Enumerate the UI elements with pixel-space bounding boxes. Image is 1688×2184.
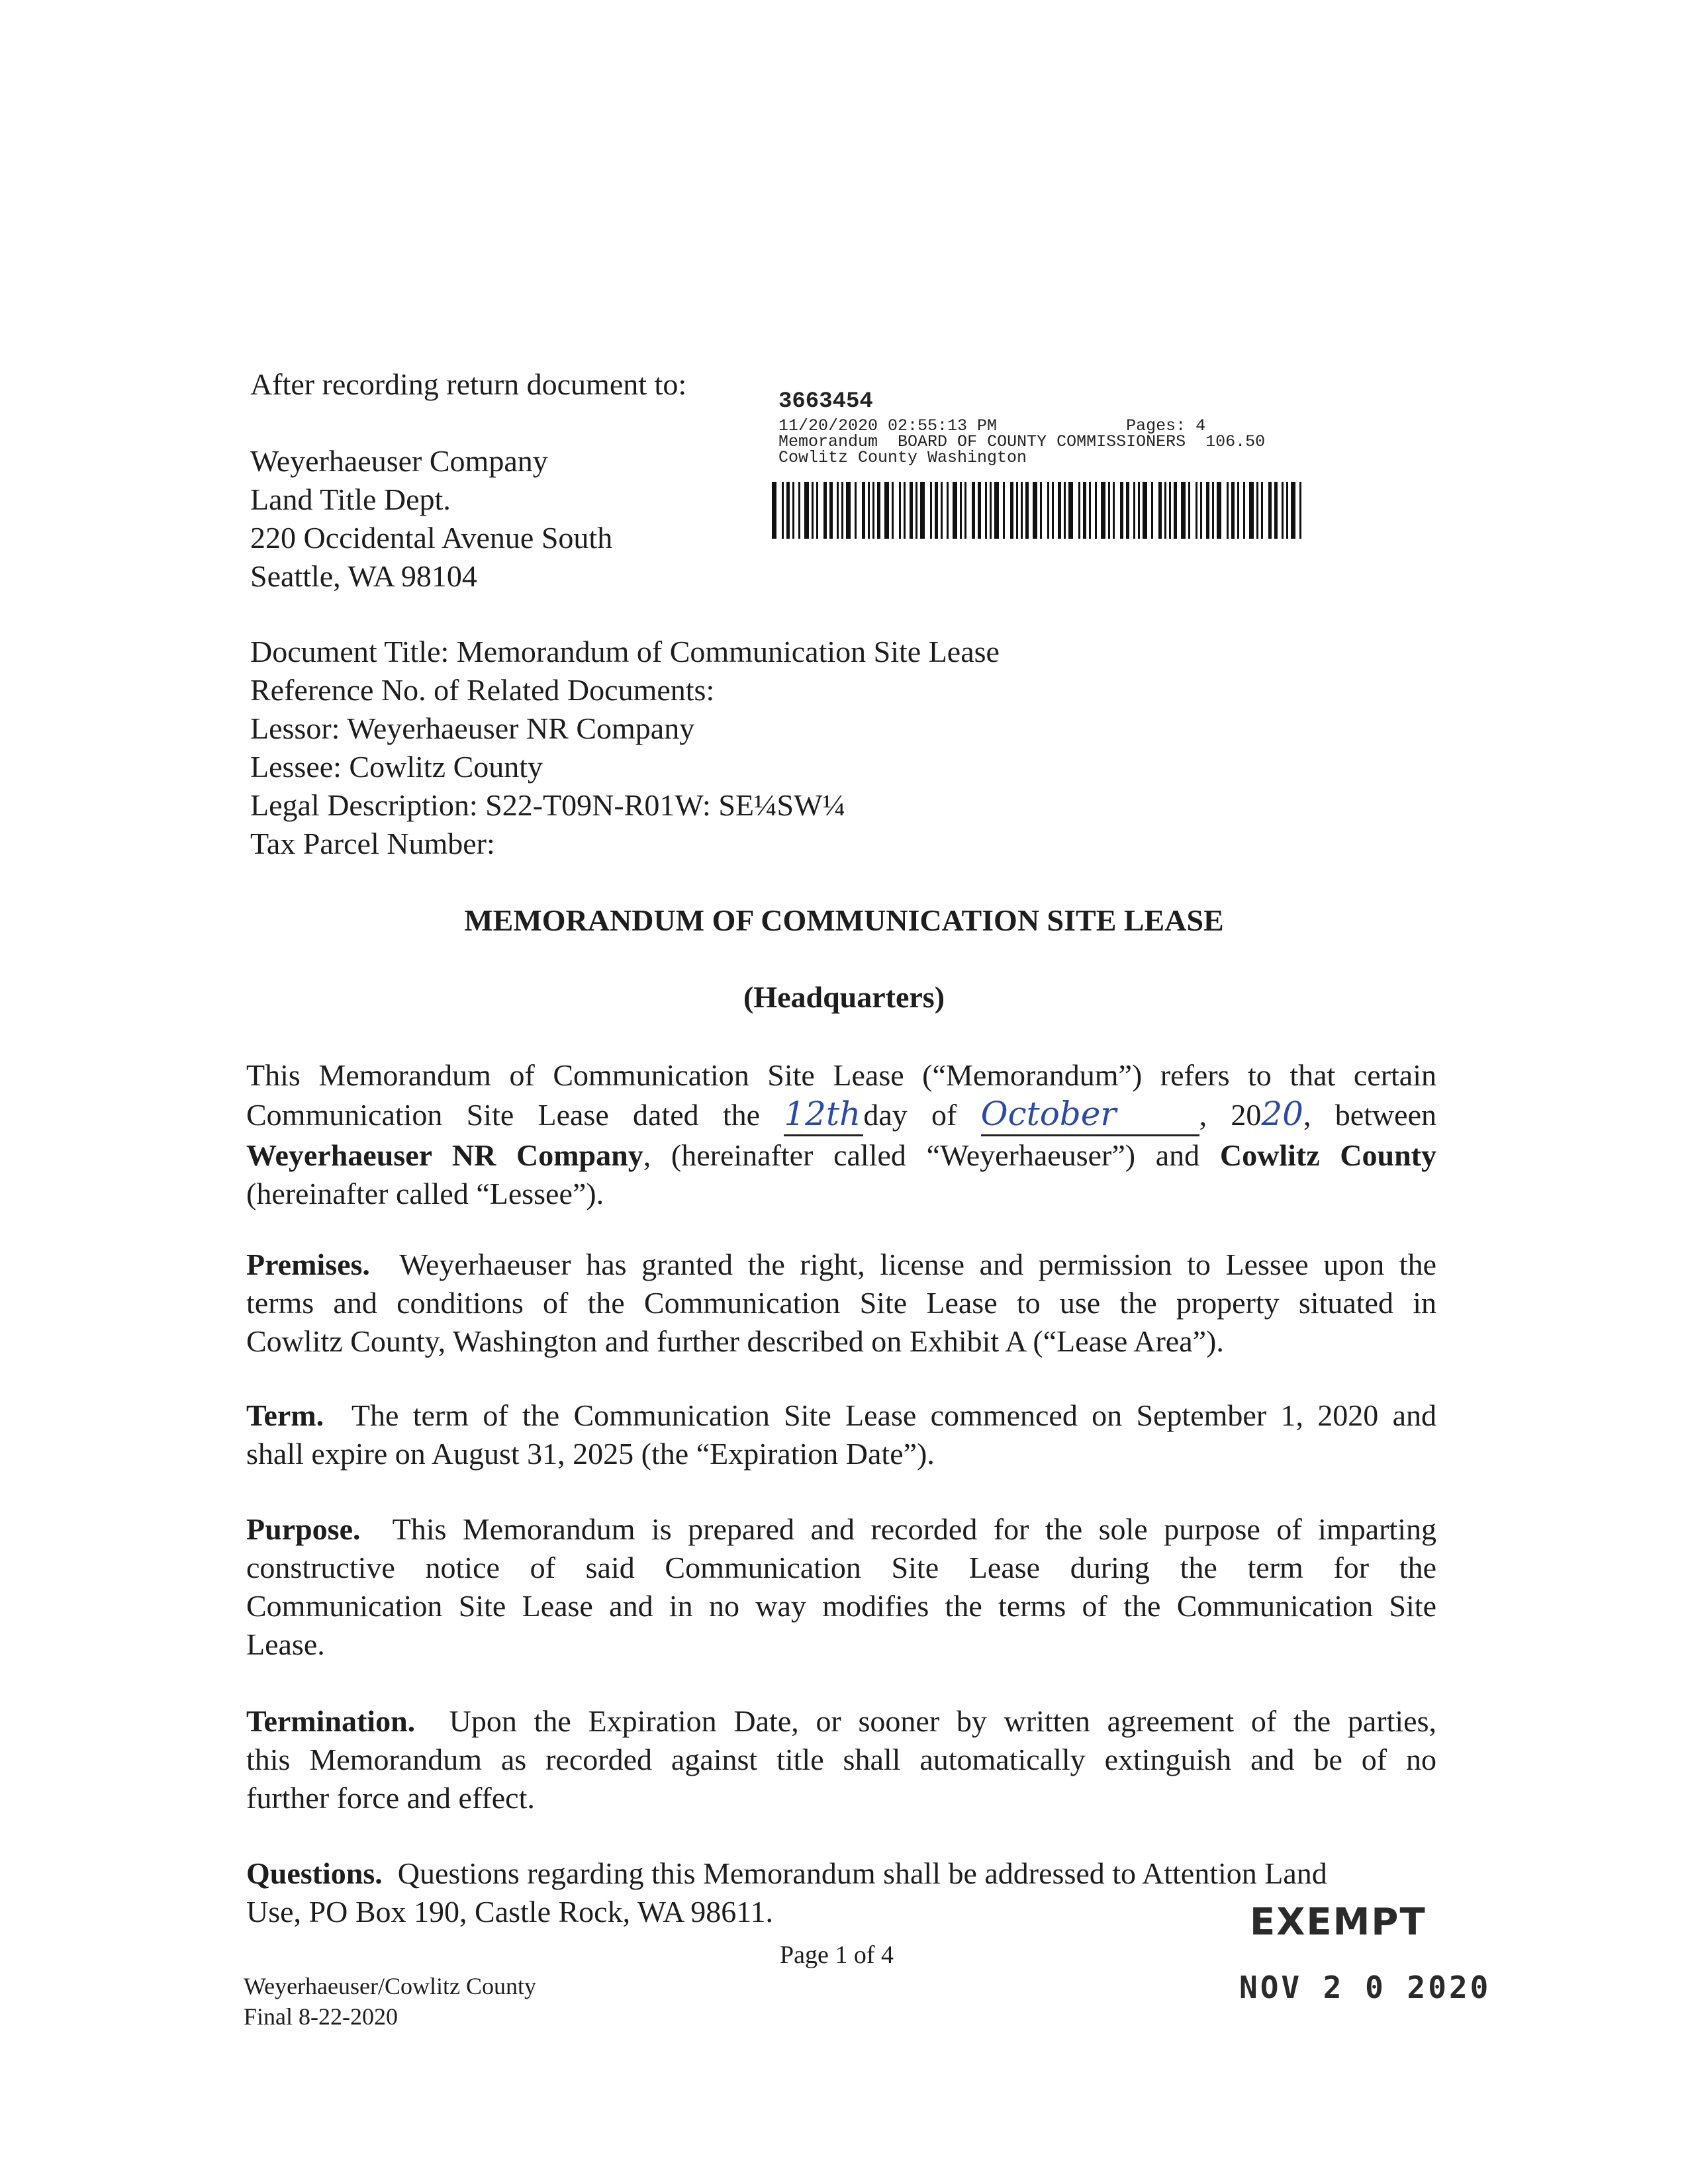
- barcode-bar: [1196, 482, 1197, 539]
- termination-section: Termination. Upon the Expiration Date, or sooner by written agreement of the parties, this Memorandum as recorded against title shall automatically extinguish and be of no further force and effect.: [246, 1704, 1437, 1815]
- handwritten-year: 20: [1261, 1095, 1303, 1133]
- barcode-bar: [1016, 482, 1018, 539]
- barcode-bar: [1083, 482, 1086, 539]
- barcode-bar: [829, 482, 833, 539]
- barcode-bar: [1299, 482, 1301, 539]
- barcode-bar: [1188, 482, 1190, 539]
- barcode-bar: [1047, 482, 1049, 539]
- party-lessor: Weyerhaeuser NR Company: [246, 1138, 643, 1172]
- barcode-bar: [1261, 482, 1263, 539]
- header-field: Lessee: Cowlitz County: [250, 750, 543, 784]
- barcode-bar: [904, 482, 906, 539]
- barcode-bar: [978, 482, 981, 539]
- barcode-bar: [972, 482, 975, 539]
- barcode-bar: [1231, 482, 1235, 539]
- barcode-bar: [816, 482, 818, 539]
- barcode-bar: [990, 482, 992, 539]
- barcode-bar: [782, 482, 784, 539]
- barcode-bar: [1282, 482, 1284, 539]
- barcode-bar: [953, 482, 957, 539]
- barcode-bar: [792, 482, 794, 539]
- header-field: Lessor: Weyerhaeuser NR Company: [250, 711, 695, 745]
- barcode-bar: [868, 482, 870, 539]
- barcode-bar: [1286, 482, 1288, 539]
- exempt-stamp: EXEMPT: [1250, 1901, 1427, 1944]
- barcode-bar: [1068, 482, 1073, 539]
- barcode-bar: [985, 482, 987, 539]
- barcode-bar: [798, 482, 800, 539]
- premises-section: Premises. Weyerhaeuser has granted the right, license and permission to Lessee upon the terms and conditions of the Communication Site Lease to use the property situated in Cowlitz County, Washington and further described on Exhibit A (“Lease Area”).: [246, 1248, 1437, 1358]
- intro-paragraph: [246, 1056, 1436, 1213]
- recording-number: 3663454: [778, 389, 873, 414]
- term-section: Term. The term of the Communication Site Lease commenced on September 1, 2020 and shall expire on August 31, 2025 (the “Expiration Date”).: [246, 1398, 1436, 1471]
- recording-board: BOARD OF COUNTY COMMISSIONERS: [898, 432, 1186, 451]
- barcode-bar: [804, 482, 809, 539]
- barcode-bar: [837, 482, 839, 539]
- return-line: 220 Occidental Avenue South: [250, 521, 613, 555]
- recording-datetime: 11/20/2020 02:55:13 PM: [778, 416, 998, 435]
- return-line: Weyerhaeuser Company: [250, 444, 548, 478]
- barcode-bar: [947, 482, 949, 539]
- barcode-bar: [1138, 482, 1140, 539]
- barcode-bar: [1217, 482, 1221, 539]
- intro-line: Communication Site Lease dated the 12thday of October , 2020, between: [246, 1095, 1436, 1136]
- return-label: After recording return document to:: [250, 367, 687, 401]
- barcode-bar: [1021, 482, 1023, 539]
- barcode-bar: [1095, 482, 1097, 539]
- exempt-date: NOV 2 0 2020: [1239, 1970, 1491, 2005]
- header-field: Document Title: Memorandum of Communication Site Lease: [250, 635, 1000, 668]
- barcode-bar: [1040, 482, 1042, 539]
- header-field: Reference No. of Related Documents:: [250, 673, 715, 707]
- recording-doctype: Memorandum: [778, 432, 878, 451]
- barcode-bar: [1206, 482, 1209, 539]
- header-field: Tax Parcel Number:: [250, 827, 495, 860]
- barcode-bar: [960, 482, 962, 539]
- barcode-bar: [855, 482, 857, 539]
- barcode-bar: [786, 482, 790, 539]
- handwritten-month: October: [980, 1095, 1117, 1133]
- barcode-bar: [1237, 482, 1239, 539]
- barcode-bar: [862, 482, 865, 539]
- recording-fee: 106.50: [1205, 432, 1266, 451]
- barcode-bar: [1169, 482, 1171, 539]
- barcode-bar: [1151, 482, 1153, 539]
- termination-heading: Termination.: [246, 1704, 416, 1738]
- barcode-bar: [1010, 482, 1013, 539]
- barcode-bar: [1025, 482, 1029, 539]
- handwritten-day: 12th: [784, 1095, 861, 1133]
- barcode-bar: [910, 482, 913, 539]
- barcode-bar: [1212, 482, 1214, 539]
- barcode-bar: [872, 482, 874, 539]
- questions-heading: Questions.: [246, 1856, 383, 1890]
- page-number: Page 1 of 4: [780, 1941, 894, 1969]
- barcode-bar: [1052, 482, 1054, 539]
- barcode-bar: [1181, 482, 1186, 539]
- barcode-bar: [920, 482, 925, 539]
- document-title: MEMORANDUM OF COMMUNICATION SITE LEASE: [464, 903, 1224, 937]
- recording-county: Cowlitz County Washington: [778, 448, 1027, 467]
- barcode-bar: [1291, 482, 1295, 539]
- barcode-bar: [841, 482, 843, 539]
- return-address: [250, 442, 612, 596]
- barcode-bar: [1113, 482, 1115, 539]
- barcode-bar: [941, 482, 943, 539]
- barcode-bar: [823, 482, 827, 539]
- term-heading: Term.: [246, 1398, 324, 1432]
- return-line: Seattle, WA 98104: [250, 559, 477, 593]
- recording-pages: Pages: 4: [1126, 416, 1206, 435]
- barcode-bar: [1120, 482, 1123, 539]
- purpose-heading: Purpose.: [246, 1512, 361, 1546]
- barcode-bar: [930, 482, 932, 539]
- barcode-bar: [1158, 482, 1162, 539]
- barcode-bar: [1033, 482, 1037, 539]
- barcode-bar: [877, 482, 880, 539]
- recording-stamp: [778, 418, 1265, 466]
- intro-line: (hereinafter called “Lessee”).: [246, 1177, 604, 1210]
- barcode-bar: [935, 482, 938, 539]
- barcode: [772, 482, 1308, 539]
- barcode-bar: [964, 482, 966, 539]
- barcode-bar: [1174, 482, 1177, 539]
- barcode-bar: [1101, 482, 1105, 539]
- barcode-bar: [1078, 482, 1080, 539]
- party-lessee: Cowlitz County: [1219, 1138, 1436, 1172]
- barcode-bar: [1089, 482, 1091, 539]
- barcode-bar: [1143, 482, 1147, 539]
- barcode-bar: [1200, 482, 1202, 539]
- barcode-bar: [1133, 482, 1135, 539]
- barcode-bar: [1058, 482, 1061, 539]
- header-field: Legal Description: S22-T09N-R01W: SE¼SW¼: [250, 788, 845, 822]
- barcode-bar: [1126, 482, 1129, 539]
- document-subtitle: (Headquarters): [743, 980, 945, 1014]
- barcode-bar: [994, 482, 999, 539]
- barcode-bar: [1227, 482, 1229, 539]
- barcode-bar: [1064, 482, 1066, 539]
- purpose-section: Purpose. This Memorandum is prepared and recorded for the sole purpose of imparting constructive notice of said Communication Site Lease during the term for the Communication Site Lease and in no way modifies the terms of the Communication Site Lease.: [246, 1512, 1436, 1661]
- footer-left: Weyerhaeuser/Cowlitz County Final 8-22-2020: [244, 1973, 536, 2030]
- barcode-bar: [1243, 482, 1245, 539]
- barcode-bar: [772, 482, 776, 539]
- header-fields: [250, 633, 1000, 863]
- barcode-bar: [899, 482, 901, 539]
- barcode-bar: [1003, 482, 1005, 539]
- barcode-bar: [892, 482, 894, 539]
- questions-section: Questions. Questions regarding this Memorandum shall be addressed to Attention Land Use, PO Box 190, Castle Rock, WA 98611.: [246, 1856, 1327, 1929]
- barcode-bar: [846, 482, 851, 539]
- barcode-bar: [1274, 482, 1278, 539]
- barcode-bar: [1108, 482, 1110, 539]
- return-line: Land Title Dept.: [250, 482, 451, 516]
- intro-line: Weyerhaeuser NR Company, (hereinafter called “Weyerhaeuser”) and Cowlitz County: [246, 1138, 1436, 1172]
- barcode-bar: [915, 482, 917, 539]
- barcode-bar: [812, 482, 814, 539]
- barcode-bar: [884, 482, 889, 539]
- premises-heading: Premises.: [246, 1248, 370, 1281]
- barcode-bar: [1268, 482, 1272, 539]
- intro-line: This Memorandum of Communication Site Lease (“Memorandum”) refers to that certain: [246, 1058, 1436, 1092]
- barcode-bar: [1256, 482, 1258, 539]
- barcode-bar: [1249, 482, 1254, 539]
- barcode-bar: [1164, 482, 1166, 539]
